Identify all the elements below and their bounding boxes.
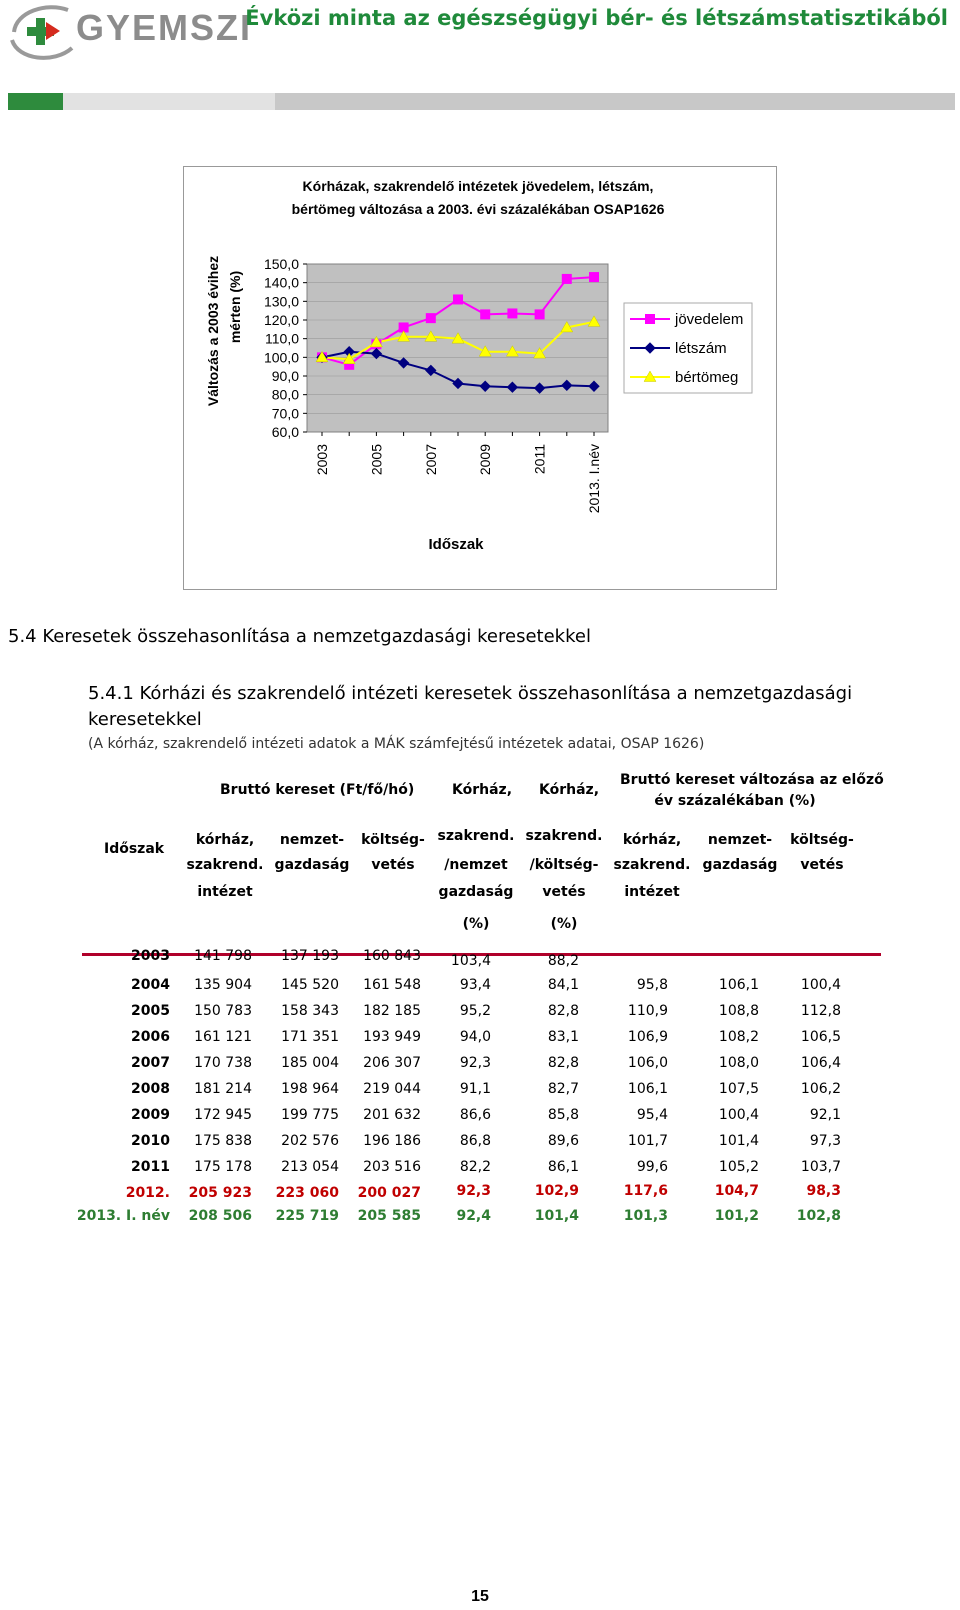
row-label: 2010 [131,1133,170,1149]
column-header-5: vetés [542,884,586,900]
table-cell: 223 060 [275,1185,339,1201]
column-header-5: (%) [550,916,578,932]
table-cell: 170 738 [194,1055,252,1071]
x-tick-label: 2005 [368,444,385,476]
table-cell: 103,4 [450,953,491,969]
table-cell: 82,7 [547,1081,579,1097]
table-cell: 82,8 [547,1055,579,1071]
table-cell: 103,7 [800,1159,841,1175]
table-cell: 141 798 [194,948,252,964]
table-cell: 203 516 [363,1159,421,1175]
y-tick-label: 90,0 [271,368,299,384]
table-cell: 86,1 [547,1159,579,1175]
x-tick-label: 2007 [422,444,439,476]
chart-title-line2: bértömeg változása a 2003. évi százalékában OSAP1626 [291,201,665,217]
table-cell: 84,1 [547,977,579,993]
table-cell: 101,4 [534,1208,579,1224]
column-header-6: szakrend. [613,857,691,873]
table-cell: 104,7 [714,1183,759,1199]
section-heading-5-4: 5.4 Keresetek összehasonlítása a nemzetgazdasági keresetekkel [8,626,591,647]
header-valtozas-line2: év százalékában (%) [654,793,816,809]
legend-label: bértömeg [675,369,739,386]
table-cell: 182 185 [363,1003,421,1019]
table-cell: 106,1 [627,1081,668,1097]
table-cell: 92,3 [459,1055,491,1071]
x-tick-label: 2011 [531,444,548,475]
section-heading-5-4-1: 5.4.1 Kórházi és szakrendelő intézeti keresetek összehasonlítása a nemzetgazdasági keresetekkel [88,683,853,730]
table-cell: 201 632 [363,1107,421,1123]
column-header-3: vetés [371,857,415,873]
table-cell: 98,3 [806,1183,841,1199]
table-cell: 95,4 [636,1107,668,1123]
table-cell: 175 838 [194,1133,252,1149]
column-header-1: kórház, [195,832,255,848]
y-axis-label-line1: Változás a 2003 évihez [205,255,221,407]
table-cell: 86,6 [459,1107,491,1123]
document-header-title: Évközi minta az egészségügyi bér- és létszámstatisztikából [245,6,948,30]
table-cell: 102,9 [534,1183,579,1199]
table-cell: 92,1 [809,1107,841,1123]
table-cell: 196 186 [363,1133,421,1149]
table-cell: 160 843 [363,948,421,964]
column-header-7: nemzet- [707,832,773,848]
header-valtozas-line1: Bruttó kereset változása az előző [620,772,884,788]
table-cell: 137 193 [281,948,339,964]
y-tick-label: 70,0 [271,405,299,422]
header-korhaz-2: Kórház, [539,782,600,798]
x-tick-label: 2013. I.név [586,444,602,514]
table-cell: 101,4 [718,1133,759,1149]
legend-label: jövedelem [675,311,744,328]
header-bar-light [63,93,275,110]
data-point-jövedelem [590,273,599,282]
table-cell: 172 945 [194,1107,252,1123]
table-cell: 213 054 [281,1159,339,1175]
table-cell: 145 520 [281,977,339,993]
table-cell: 82,2 [459,1159,491,1175]
data-point-jövedelem [426,314,435,323]
row-label: 2007 [131,1055,170,1071]
table-cell: 198 964 [281,1081,339,1097]
table-cell: 106,1 [718,977,759,993]
table-cell: 181 214 [194,1081,252,1097]
column-header-2: gazdaság [274,857,350,873]
table-cell: 101,2 [714,1208,759,1224]
table-cell: 85,8 [547,1107,579,1123]
table-cell: 101,7 [627,1133,668,1149]
header-bar-green [8,93,63,110]
page-number: 15 [471,1588,489,1605]
header-idoszak: Időszak [104,841,165,857]
x-tick-label: 2009 [477,444,494,476]
table-cell: 219 044 [363,1081,421,1097]
column-header-2: nemzet- [279,832,345,848]
row-label: 2009 [131,1107,170,1123]
table-cell: 82,8 [547,1003,579,1019]
column-header-7: gazdaság [702,857,778,873]
x-axis-label: Időszak [428,536,484,553]
table-cell: 93,4 [459,977,491,993]
y-tick-label: 100,0 [263,349,299,366]
data-point-jövedelem [481,310,490,319]
column-header-8: vetés [800,857,844,873]
y-tick-label: 60,0 [271,424,299,440]
row-label: 2011 [131,1159,170,1175]
table-cell: 199 775 [281,1107,339,1123]
table-cell: 158 343 [281,1003,339,1019]
table-cell: 106,4 [800,1055,841,1071]
table-cell: 91,1 [459,1081,491,1097]
y-tick-label: 130,0 [263,293,299,310]
column-header-5: /költség- [529,857,599,873]
table-cell: 117,6 [623,1183,668,1199]
column-header-4: (%) [462,916,490,932]
column-header-1: szakrend. [186,857,264,873]
table-cell: 106,5 [800,1029,841,1045]
svg-text:GYEMSZI: GYEMSZI [76,7,253,48]
data-point-jövedelem [535,310,544,319]
table-cell: 100,4 [718,1107,759,1123]
table-cell: 106,0 [627,1055,668,1071]
column-header-3: költség- [361,832,425,848]
column-header-4: gazdaság [438,884,514,900]
table-cell: 89,6 [547,1133,579,1149]
row-label: 2013. I. név [76,1208,170,1224]
table-cell: 92,4 [456,1208,491,1224]
table-cell: 100,4 [800,977,841,993]
table-cell: 106,9 [627,1029,668,1045]
table-cell: 205 585 [357,1208,421,1224]
row-label: 2012. [125,1185,170,1201]
table-cell: 92,3 [456,1183,491,1199]
x-tick-label: 2003 [314,444,330,476]
column-header-6: intézet [624,884,680,900]
table-cell: 106,2 [800,1081,841,1097]
table-cell: 86,8 [459,1133,491,1149]
column-header-6: kórház, [622,832,682,848]
table-cell: 185 004 [281,1055,339,1071]
table-cell: 101,3 [623,1208,668,1224]
data-point-jövedelem [454,295,463,304]
table-cell: 202 576 [281,1133,339,1149]
plot-area [307,264,608,432]
table-cell: 112,8 [800,1003,841,1019]
table-cell: 102,8 [796,1208,841,1224]
table-cell: 108,8 [718,1003,759,1019]
y-axis-label-line2: mérten (%) [227,270,243,344]
legend-label: létszám [675,340,727,357]
table-cell: 206 307 [363,1055,421,1071]
y-tick-label: 150,0 [263,256,299,272]
table-cell: 83,1 [547,1029,579,1045]
table-cell: 161 548 [363,977,421,993]
column-header-4: szakrend. [437,828,515,844]
header-korhaz-1: Kórház, [452,782,513,798]
row-label: 2005 [131,1003,170,1019]
table-cell: 161 121 [194,1029,252,1045]
chart-title-line1: Kórházak, szakrendelő intézetek jövedelem, létszám, [302,178,654,194]
table-cell: 208 506 [188,1208,252,1224]
table-cell: 193 949 [363,1029,421,1045]
row-label: 2006 [131,1029,170,1045]
line-chart [184,167,778,591]
table-cell: 150 783 [194,1003,252,1019]
data-point-jövedelem [508,309,517,318]
table-cell: 175 178 [194,1159,252,1175]
y-tick-label: 80,0 [271,386,299,403]
table-cell: 99,6 [636,1159,668,1175]
table-cell: 205 923 [188,1185,252,1201]
table-cell: 105,2 [718,1159,759,1175]
table-cell: 108,0 [718,1055,759,1071]
table-cell: 95,8 [636,977,668,993]
table-cell: 108,2 [718,1029,759,1045]
column-header-4: /nemzet [444,857,508,873]
column-header-1: intézet [197,884,253,900]
header-brutto-kereset: Bruttó kereset (Ft/fő/hó) [220,782,415,798]
row-label: 2003 [131,948,170,964]
table-cell: 171 351 [281,1029,339,1045]
table-cell: 135 904 [194,977,252,993]
y-tick-label: 110,0 [265,330,299,347]
table-cell: 94,0 [459,1029,491,1045]
table-cell: 110,9 [627,1003,668,1019]
table-cell: 88,2 [547,953,579,969]
column-header-8: költség- [790,832,854,848]
row-label: 2004 [131,977,170,993]
section-note: (A kórház, szakrendelő intézeti adatok a MÁK számfejtésű intézetek adatai, OSAP 1626) [88,736,705,752]
header-bar-gray [275,93,955,110]
line-chart-frame [183,166,777,590]
y-tick-label: 120,0 [263,312,299,328]
y-tick-label: 140,0 [263,274,299,291]
table-cell: 200 027 [357,1185,421,1201]
column-header-5: szakrend. [525,828,603,844]
table-cell: 107,5 [718,1081,759,1097]
table-cell: 97,3 [809,1133,841,1149]
table-cell: 225 719 [275,1208,339,1224]
table-cell: 95,2 [459,1003,491,1019]
row-label: 2008 [131,1081,170,1097]
legend-marker [646,315,655,324]
data-point-jövedelem [562,274,571,283]
